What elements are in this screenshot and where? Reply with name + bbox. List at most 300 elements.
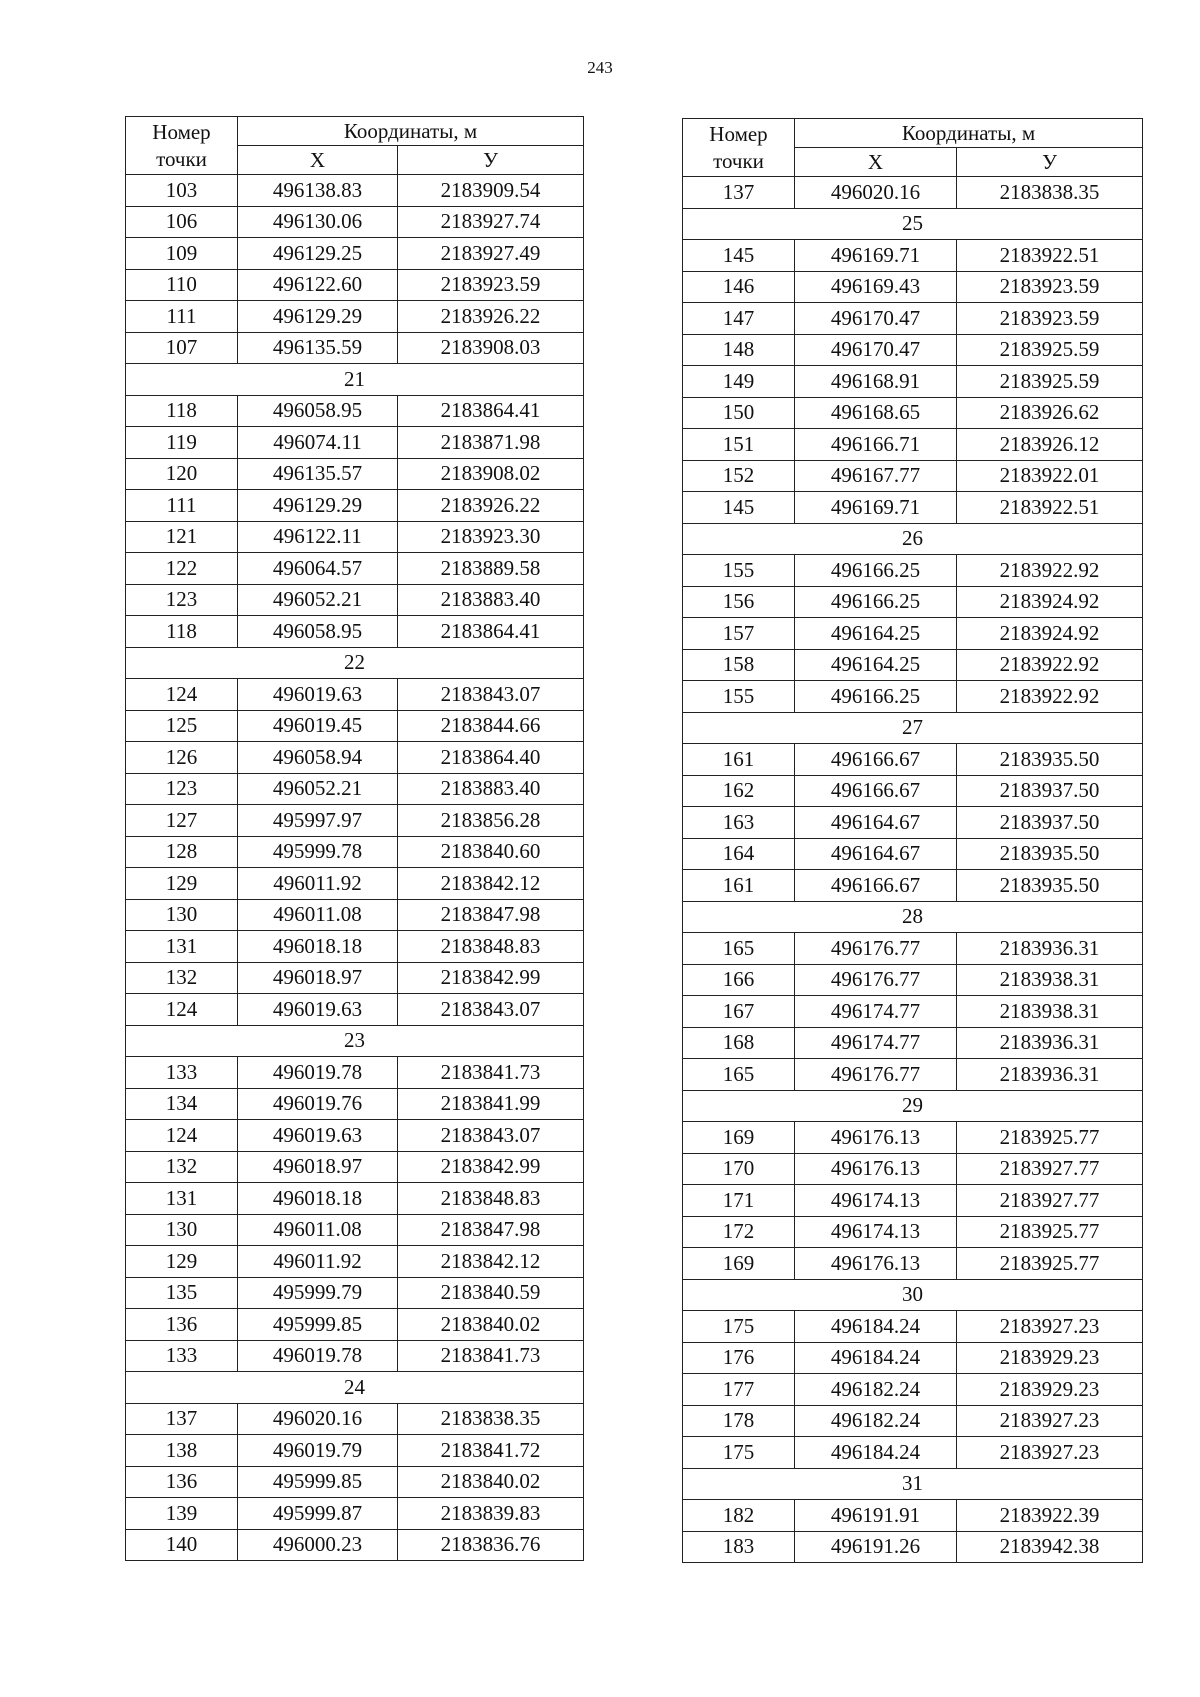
y-coordinate-cell: 2183922.92 <box>957 649 1143 681</box>
y-coordinate-cell: 2183843.07 <box>398 994 584 1026</box>
y-coordinate-cell: 2183923.30 <box>398 521 584 553</box>
y-coordinate-cell: 2183841.72 <box>398 1435 584 1467</box>
point-number-cell: 156 <box>683 586 795 618</box>
table-row <box>683 1153 1143 1185</box>
page-number: 243 <box>587 58 613 77</box>
x-coordinate-cell: 496019.78 <box>238 1340 398 1372</box>
table-row <box>126 1183 584 1215</box>
x-coordinate-cell: 496058.95 <box>238 616 398 648</box>
table-row <box>683 1059 1143 1091</box>
section-row <box>126 364 584 396</box>
y-coordinate-cell: 2183926.62 <box>957 397 1143 429</box>
x-coordinate-cell: 496074.11 <box>238 427 398 459</box>
x-coordinate-cell: 496174.77 <box>795 996 957 1028</box>
table-row <box>126 868 584 900</box>
section-label: 24 <box>126 1372 584 1404</box>
x-coordinate-cell: 496166.25 <box>795 555 957 587</box>
x-coordinate-cell: 496166.25 <box>795 681 957 713</box>
point-number-cell: 109 <box>126 238 238 270</box>
y-coordinate-cell: 2183840.60 <box>398 836 584 868</box>
table-row <box>126 1120 584 1152</box>
table-row <box>683 649 1143 681</box>
x-coordinate-cell: 495999.78 <box>238 836 398 868</box>
y-coordinate-cell: 2183883.40 <box>398 773 584 805</box>
point-number-cell: 165 <box>683 1059 795 1091</box>
y-coordinate-cell: 2183909.54 <box>398 175 584 207</box>
x-coordinate-cell: 496182.24 <box>795 1405 957 1437</box>
table-row <box>126 899 584 931</box>
y-coordinate-cell: 2183925.59 <box>957 366 1143 398</box>
section-row <box>683 208 1143 240</box>
y-coordinate-cell: 2183848.83 <box>398 1183 584 1215</box>
x-coordinate-cell: 496011.92 <box>238 1246 398 1278</box>
x-coordinate-cell: 496018.18 <box>238 1183 398 1215</box>
y-coordinate-cell: 2183843.07 <box>398 1120 584 1152</box>
y-coordinate-cell: 2183924.92 <box>957 586 1143 618</box>
x-coordinate-cell: 496011.08 <box>238 899 398 931</box>
y-coordinate-cell: 2183842.99 <box>398 962 584 994</box>
table-row <box>683 271 1143 303</box>
table-row <box>126 773 584 805</box>
x-coordinate-cell: 496018.97 <box>238 1151 398 1183</box>
x-coordinate-cell: 495997.97 <box>238 805 398 837</box>
point-number-cell: 146 <box>683 271 795 303</box>
x-coordinate-cell: 496166.25 <box>795 586 957 618</box>
y-coordinate-cell: 2183844.66 <box>398 710 584 742</box>
y-coordinate-cell: 2183922.39 <box>957 1500 1143 1532</box>
table-row <box>683 1122 1143 1154</box>
section-label: 21 <box>126 364 584 396</box>
x-coordinate-cell: 496169.43 <box>795 271 957 303</box>
table-row <box>126 679 584 711</box>
point-number-cell: 130 <box>126 899 238 931</box>
x-coordinate-cell: 496168.65 <box>795 397 957 429</box>
point-number-cell: 119 <box>126 427 238 459</box>
y-coordinate-cell: 2183889.58 <box>398 553 584 585</box>
section-row <box>683 901 1143 933</box>
table-row <box>683 996 1143 1028</box>
table-row <box>683 555 1143 587</box>
point-number-cell: 170 <box>683 1153 795 1185</box>
table-row <box>126 427 584 459</box>
section-row <box>126 1025 584 1057</box>
y-header: У <box>957 148 1143 177</box>
point-number-cell: 137 <box>683 177 795 209</box>
point-number-cell: 124 <box>126 679 238 711</box>
point-number-cell: 162 <box>683 775 795 807</box>
x-coordinate-cell: 496176.13 <box>795 1122 957 1154</box>
x-coordinate-cell: 496166.67 <box>795 775 957 807</box>
x-coordinate-cell: 496164.67 <box>795 838 957 870</box>
x-coordinate-cell: 496184.24 <box>795 1311 957 1343</box>
table-row <box>126 836 584 868</box>
section-label: 22 <box>126 647 584 679</box>
y-coordinate-cell: 2183935.50 <box>957 744 1143 776</box>
x-coordinate-cell: 496174.13 <box>795 1185 957 1217</box>
x-coordinate-cell: 496135.57 <box>238 458 398 490</box>
y-coordinate-cell: 2183871.98 <box>398 427 584 459</box>
table-row <box>126 332 584 364</box>
table-row <box>126 553 584 585</box>
point-number-cell: 106 <box>126 206 238 238</box>
x-coordinate-cell: 496176.13 <box>795 1248 957 1280</box>
x-coordinate-cell: 496018.18 <box>238 931 398 963</box>
y-coordinate-cell: 2183922.51 <box>957 240 1143 272</box>
y-coordinate-cell: 2183839.83 <box>398 1498 584 1530</box>
table-row <box>683 618 1143 650</box>
point-number-cell: 124 <box>126 994 238 1026</box>
table-row <box>126 1498 584 1530</box>
point-number-cell: 168 <box>683 1027 795 1059</box>
x-coordinate-cell: 496052.21 <box>238 773 398 805</box>
y-coordinate-cell: 2183840.02 <box>398 1466 584 1498</box>
table-row <box>683 1531 1143 1563</box>
point-number-header <box>683 119 795 177</box>
table-row <box>683 1342 1143 1374</box>
point-number-cell: 171 <box>683 1185 795 1217</box>
x-coordinate-cell: 496176.77 <box>795 933 957 965</box>
point-label-line2: точки <box>713 148 764 173</box>
x-coordinate-cell: 496019.78 <box>238 1057 398 1089</box>
point-number-cell: 130 <box>126 1214 238 1246</box>
x-coordinate-cell: 496129.25 <box>238 238 398 270</box>
table-row <box>126 1466 584 1498</box>
x-coordinate-cell: 496058.95 <box>238 395 398 427</box>
y-coordinate-cell: 2183925.77 <box>957 1122 1143 1154</box>
x-coordinate-cell: 496052.21 <box>238 584 398 616</box>
point-number-cell: 129 <box>126 868 238 900</box>
x-coordinate-cell: 496129.29 <box>238 301 398 333</box>
point-number-cell: 148 <box>683 334 795 366</box>
y-coordinate-cell: 2183841.73 <box>398 1057 584 1089</box>
table-row <box>683 303 1143 335</box>
table-row <box>126 805 584 837</box>
y-coordinate-cell: 2183935.50 <box>957 870 1143 902</box>
point-label-line2: точки <box>156 146 207 171</box>
y-coordinate-cell: 2183842.12 <box>398 1246 584 1278</box>
y-header: У <box>398 146 584 175</box>
table-row <box>126 710 584 742</box>
table-row <box>126 1309 584 1341</box>
x-coordinate-cell: 496020.16 <box>238 1403 398 1435</box>
table-row <box>683 366 1143 398</box>
point-number-cell: 149 <box>683 366 795 398</box>
y-coordinate-cell: 2183841.73 <box>398 1340 584 1372</box>
x-coordinate-cell: 496164.25 <box>795 618 957 650</box>
point-number-cell: 133 <box>126 1057 238 1089</box>
point-label-line1: Номер <box>152 119 211 144</box>
table-row <box>683 492 1143 524</box>
point-number-cell: 136 <box>126 1309 238 1341</box>
x-coordinate-cell: 496164.67 <box>795 807 957 839</box>
point-number-cell: 175 <box>683 1311 795 1343</box>
point-number-cell: 139 <box>126 1498 238 1530</box>
y-coordinate-cell: 2183925.77 <box>957 1248 1143 1280</box>
x-coordinate-cell: 496166.67 <box>795 744 957 776</box>
table-row <box>126 1403 584 1435</box>
point-number-cell: 182 <box>683 1500 795 1532</box>
table-row <box>126 238 584 270</box>
table-row <box>683 586 1143 618</box>
y-coordinate-cell: 2183926.22 <box>398 490 584 522</box>
x-coordinate-cell: 496011.08 <box>238 1214 398 1246</box>
table-row <box>126 175 584 207</box>
table-row <box>683 1185 1143 1217</box>
section-row <box>683 523 1143 555</box>
point-number-cell: 126 <box>126 742 238 774</box>
y-coordinate-cell: 2183843.07 <box>398 679 584 711</box>
x-coordinate-cell: 495999.85 <box>238 1466 398 1498</box>
x-coordinate-cell: 496019.76 <box>238 1088 398 1120</box>
header-row <box>683 119 1143 148</box>
point-number-cell: 164 <box>683 838 795 870</box>
table-row <box>126 1277 584 1309</box>
x-coordinate-cell: 496176.77 <box>795 964 957 996</box>
point-number-cell: 177 <box>683 1374 795 1406</box>
y-coordinate-cell: 2183926.12 <box>957 429 1143 461</box>
y-coordinate-cell: 2183926.22 <box>398 301 584 333</box>
point-number-cell: 132 <box>126 962 238 994</box>
table-row <box>683 870 1143 902</box>
table-row <box>126 584 584 616</box>
x-coordinate-cell: 496166.71 <box>795 429 957 461</box>
y-coordinate-cell: 2183847.98 <box>398 899 584 931</box>
point-number-cell: 151 <box>683 429 795 461</box>
x-coordinate-cell: 496064.57 <box>238 553 398 585</box>
y-coordinate-cell: 2183936.31 <box>957 1027 1143 1059</box>
x-coordinate-cell: 496019.79 <box>238 1435 398 1467</box>
table-row <box>126 301 584 333</box>
x-coordinate-cell: 496058.94 <box>238 742 398 774</box>
point-number-cell: 133 <box>126 1340 238 1372</box>
x-header: X <box>795 148 957 177</box>
y-coordinate-cell: 2183929.23 <box>957 1374 1143 1406</box>
x-coordinate-cell: 495999.87 <box>238 1498 398 1530</box>
table-row <box>126 994 584 1026</box>
x-coordinate-cell: 496130.06 <box>238 206 398 238</box>
point-number-cell: 132 <box>126 1151 238 1183</box>
point-number-cell: 131 <box>126 931 238 963</box>
coords-header: Координаты, м <box>238 117 584 146</box>
point-number-cell: 122 <box>126 553 238 585</box>
x-coordinate-cell: 496191.91 <box>795 1500 957 1532</box>
point-number-cell: 134 <box>126 1088 238 1120</box>
y-coordinate-cell: 2183847.98 <box>398 1214 584 1246</box>
table-row <box>126 269 584 301</box>
point-number-cell: 166 <box>683 964 795 996</box>
y-coordinate-cell: 2183908.02 <box>398 458 584 490</box>
y-coordinate-cell: 2183840.59 <box>398 1277 584 1309</box>
point-number-cell: 158 <box>683 649 795 681</box>
x-coordinate-cell: 496019.63 <box>238 994 398 1026</box>
section-row <box>683 1279 1143 1311</box>
point-number-cell: 128 <box>126 836 238 868</box>
x-coordinate-cell: 496019.45 <box>238 710 398 742</box>
y-coordinate-cell: 2183842.12 <box>398 868 584 900</box>
x-coordinate-cell: 496176.13 <box>795 1153 957 1185</box>
section-row <box>126 647 584 679</box>
y-coordinate-cell: 2183922.01 <box>957 460 1143 492</box>
x-coordinate-cell: 496184.24 <box>795 1437 957 1469</box>
y-coordinate-cell: 2183922.51 <box>957 492 1143 524</box>
point-number-cell: 123 <box>126 773 238 805</box>
y-coordinate-cell: 2183936.31 <box>957 933 1143 965</box>
y-coordinate-cell: 2183925.59 <box>957 334 1143 366</box>
x-coordinate-cell: 496182.24 <box>795 1374 957 1406</box>
section-label: 26 <box>683 523 1143 555</box>
table-row <box>683 807 1143 839</box>
x-coordinate-cell: 496169.71 <box>795 492 957 524</box>
table-row <box>683 1437 1143 1469</box>
y-coordinate-cell: 2183923.59 <box>957 303 1143 335</box>
table-row <box>683 1374 1143 1406</box>
point-number-cell: 163 <box>683 807 795 839</box>
y-coordinate-cell: 2183838.35 <box>398 1403 584 1435</box>
point-number-cell: 183 <box>683 1531 795 1563</box>
section-row <box>126 1372 584 1404</box>
point-number-cell: 123 <box>126 584 238 616</box>
table-row <box>683 177 1143 209</box>
point-number-cell: 137 <box>126 1403 238 1435</box>
table-row <box>126 1214 584 1246</box>
x-coordinate-cell: 496138.83 <box>238 175 398 207</box>
section-row <box>683 712 1143 744</box>
point-number-cell: 145 <box>683 240 795 272</box>
y-coordinate-cell: 2183938.31 <box>957 996 1143 1028</box>
point-number-cell: 129 <box>126 1246 238 1278</box>
header-row <box>126 117 584 146</box>
table-row <box>683 1500 1143 1532</box>
table-row <box>126 1151 584 1183</box>
point-number-cell: 147 <box>683 303 795 335</box>
point-number-cell: 161 <box>683 870 795 902</box>
point-number-cell: 169 <box>683 1248 795 1280</box>
x-coordinate-cell: 495999.85 <box>238 1309 398 1341</box>
y-coordinate-cell: 2183927.77 <box>957 1185 1143 1217</box>
table-row <box>683 681 1143 713</box>
y-coordinate-cell: 2183927.74 <box>398 206 584 238</box>
x-coordinate-cell: 496176.77 <box>795 1059 957 1091</box>
table-row <box>126 1088 584 1120</box>
y-coordinate-cell: 2183841.99 <box>398 1088 584 1120</box>
y-coordinate-cell: 2183927.23 <box>957 1437 1143 1469</box>
y-coordinate-cell: 2183922.92 <box>957 555 1143 587</box>
x-coordinate-cell: 495999.79 <box>238 1277 398 1309</box>
x-coordinate-cell: 496174.77 <box>795 1027 957 1059</box>
coordinates-table-left <box>125 116 584 1561</box>
point-number-cell: 118 <box>126 616 238 648</box>
table-row <box>683 1405 1143 1437</box>
section-label: 25 <box>683 208 1143 240</box>
y-coordinate-cell: 2183937.50 <box>957 807 1143 839</box>
section-row <box>683 1090 1143 1122</box>
point-number-cell: 110 <box>126 269 238 301</box>
point-number-cell: 175 <box>683 1437 795 1469</box>
point-number-cell: 136 <box>126 1466 238 1498</box>
point-number-cell: 111 <box>126 301 238 333</box>
y-coordinate-cell: 2183937.50 <box>957 775 1143 807</box>
coords-header: Координаты, м <box>795 119 1143 148</box>
table-row <box>683 933 1143 965</box>
table-row <box>126 962 584 994</box>
y-coordinate-cell: 2183883.40 <box>398 584 584 616</box>
point-number-cell: 131 <box>126 1183 238 1215</box>
table-body <box>126 175 584 1561</box>
x-coordinate-cell: 496184.24 <box>795 1342 957 1374</box>
x-coordinate-cell: 496135.59 <box>238 332 398 364</box>
table-row <box>683 1311 1143 1343</box>
table-row <box>126 1057 584 1089</box>
table-body <box>683 177 1143 1563</box>
coordinates-table-right <box>682 118 1143 1563</box>
point-number-header <box>126 117 238 175</box>
y-coordinate-cell: 2183908.03 <box>398 332 584 364</box>
point-label-line1: Номер <box>709 121 768 146</box>
y-coordinate-cell: 2183922.92 <box>957 681 1143 713</box>
point-number-cell: 176 <box>683 1342 795 1374</box>
point-number-cell: 121 <box>126 521 238 553</box>
table-row <box>126 521 584 553</box>
y-coordinate-cell: 2183938.31 <box>957 964 1143 996</box>
y-coordinate-cell: 2183936.31 <box>957 1059 1143 1091</box>
table-row <box>126 1246 584 1278</box>
x-coordinate-cell: 496018.97 <box>238 962 398 994</box>
y-coordinate-cell: 2183927.23 <box>957 1405 1143 1437</box>
x-coordinate-cell: 496170.47 <box>795 334 957 366</box>
table-row <box>683 838 1143 870</box>
table-row <box>126 931 584 963</box>
point-number-cell: 127 <box>126 805 238 837</box>
point-number-cell: 155 <box>683 555 795 587</box>
point-number-cell: 118 <box>126 395 238 427</box>
table-row <box>683 334 1143 366</box>
point-number-cell: 157 <box>683 618 795 650</box>
point-number-cell: 155 <box>683 681 795 713</box>
x-coordinate-cell: 496191.26 <box>795 1531 957 1563</box>
x-coordinate-cell: 496019.63 <box>238 1120 398 1152</box>
section-label: 27 <box>683 712 1143 744</box>
x-coordinate-cell: 496019.63 <box>238 679 398 711</box>
point-number-cell: 124 <box>126 1120 238 1152</box>
x-coordinate-cell: 496011.92 <box>238 868 398 900</box>
x-coordinate-cell: 496164.25 <box>795 649 957 681</box>
x-coordinate-cell: 496122.11 <box>238 521 398 553</box>
x-coordinate-cell: 496020.16 <box>795 177 957 209</box>
table-row <box>683 964 1143 996</box>
y-coordinate-cell: 2183856.28 <box>398 805 584 837</box>
point-number-cell: 145 <box>683 492 795 524</box>
point-number-cell: 138 <box>126 1435 238 1467</box>
y-coordinate-cell: 2183924.92 <box>957 618 1143 650</box>
point-number-cell: 165 <box>683 933 795 965</box>
table-row <box>126 742 584 774</box>
section-label: 30 <box>683 1279 1143 1311</box>
section-row <box>683 1468 1143 1500</box>
x-coordinate-cell: 496167.77 <box>795 460 957 492</box>
y-coordinate-cell: 2183923.59 <box>957 271 1143 303</box>
table-row <box>683 744 1143 776</box>
point-number-cell: 169 <box>683 1122 795 1154</box>
point-number-cell: 120 <box>126 458 238 490</box>
table-row <box>683 429 1143 461</box>
section-label: 31 <box>683 1468 1143 1500</box>
y-coordinate-cell: 2183836.76 <box>398 1529 584 1561</box>
table-row <box>126 616 584 648</box>
x-coordinate-cell: 496122.60 <box>238 269 398 301</box>
y-coordinate-cell: 2183864.40 <box>398 742 584 774</box>
point-number-cell: 125 <box>126 710 238 742</box>
point-number-cell: 135 <box>126 1277 238 1309</box>
